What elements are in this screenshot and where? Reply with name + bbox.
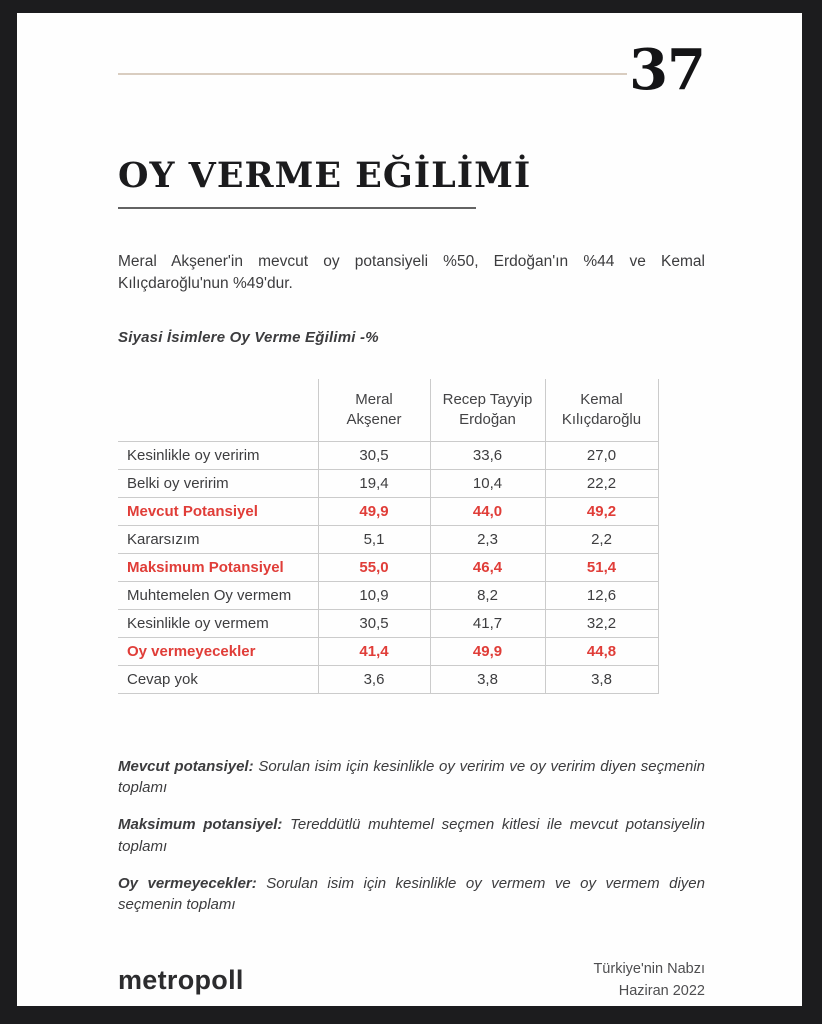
footnote-text: Tereddütlü muhtemel seçmen kitlesi ile mevcut potansiyelin toplamı xyxy=(118,816,705,855)
cell-value: 32,2 xyxy=(545,609,658,637)
footnote-text: Sorulan isim için kesinlikle oy veririm ve oy veririm diyen seçmenin toplamı xyxy=(118,757,706,797)
cell-value: 3,8 xyxy=(430,665,545,693)
row-label: Muhtemelen Oy vermem xyxy=(118,581,318,609)
cell-value: 8,2 xyxy=(430,581,545,609)
row-label: Cevap yok xyxy=(118,665,318,693)
row-label: Kesinlikle oy vermem xyxy=(118,609,318,637)
footer-edition-name: Türkiye'nin Nabzı xyxy=(593,961,705,977)
cell-value: 49,2 xyxy=(545,497,658,525)
cell-value: 12,6 xyxy=(545,581,658,609)
cell-value: 10,9 xyxy=(318,581,430,609)
table-row xyxy=(118,609,658,637)
table-row xyxy=(118,553,658,581)
footnote xyxy=(118,814,705,858)
cell-value: 3,8 xyxy=(545,665,658,693)
page-number: 37 xyxy=(629,37,705,103)
page-header xyxy=(118,37,705,103)
cell-value: 44,0 xyxy=(430,497,545,525)
cell-value: 2,3 xyxy=(430,525,545,553)
footer-edition-date: Haziran 2022 xyxy=(618,982,705,999)
cell-value: 41,7 xyxy=(430,609,545,637)
page-title: OY VERME EĞİLİMİ xyxy=(118,155,532,196)
cell-value: 41,4 xyxy=(318,637,430,665)
cell-value: 55,0 xyxy=(318,553,430,581)
row-label: Maksimum Potansiyel xyxy=(118,553,318,581)
cell-value: 27,0 xyxy=(545,441,658,469)
cell-value: 22,2 xyxy=(545,469,658,497)
cell-value: 19,4 xyxy=(318,469,430,497)
footnote-text: Sorulan isim için kesinlikle oy vermem ve oy vermem diyen seçmenin toplamı xyxy=(118,874,705,914)
cell-value: 49,9 xyxy=(430,637,545,665)
footnote xyxy=(118,756,705,800)
page-footer xyxy=(118,959,705,1003)
table-header-row xyxy=(118,379,658,441)
cell-value: 44,8 xyxy=(545,637,658,665)
title-underline xyxy=(118,207,476,209)
report-page xyxy=(17,13,802,1006)
row-label: Kararsızım xyxy=(118,525,318,553)
footnote-term: Mevcut potansiyel: xyxy=(118,757,254,775)
row-label: Oy vermeyecekler xyxy=(118,637,318,665)
table-row xyxy=(118,581,658,609)
footnote xyxy=(118,873,705,917)
cell-value: 33,6 xyxy=(430,441,545,469)
column-header-kilicdaroglu: Kemal Kılıçdaroğlu xyxy=(545,379,658,441)
table-row xyxy=(118,525,658,553)
row-label: Belki oy veririm xyxy=(118,469,318,497)
table-row xyxy=(118,469,658,497)
footnotes xyxy=(118,756,705,917)
cell-value: 3,6 xyxy=(318,665,430,693)
cell-value: 2,2 xyxy=(545,525,658,553)
column-header-erdogan: Recep Tayyip Erdoğan xyxy=(430,379,545,441)
table-caption: Siyasi İsimlere Oy Verme Eğilimi -% xyxy=(118,329,379,346)
footnote-term: Maksimum potansiyel: xyxy=(118,816,283,833)
table-row xyxy=(118,441,658,469)
cell-value: 51,4 xyxy=(545,553,658,581)
row-label: Kesinlikle oy veririm xyxy=(118,441,318,469)
cell-value: 30,5 xyxy=(318,609,430,637)
cell-value: 10,4 xyxy=(430,469,545,497)
cell-value: 46,4 xyxy=(430,553,545,581)
tendency-table xyxy=(118,379,659,694)
intro-paragraph: Meral Akşener'in mevcut oy potansiyeli %50, Erdoğan'ın %44 ve Kemal Kılıçdaroğlu'nun %49'dur. xyxy=(118,253,705,292)
table-row xyxy=(118,497,658,525)
footer-edition xyxy=(593,959,705,1003)
row-label: Mevcut Potansiyel xyxy=(118,497,318,525)
table-corner-cell xyxy=(118,379,318,441)
header-rule xyxy=(118,73,627,75)
table-row xyxy=(118,637,658,665)
cell-value: 30,5 xyxy=(318,441,430,469)
column-header-aksener: Meral Akşener xyxy=(318,379,430,441)
table-body xyxy=(118,441,658,693)
cell-value: 49,9 xyxy=(318,497,430,525)
cell-value: 5,1 xyxy=(318,525,430,553)
metropoll-logo: metropoll xyxy=(118,965,244,996)
footnote-term: Oy vermeyecekler: xyxy=(118,874,257,892)
table-row xyxy=(118,665,658,693)
